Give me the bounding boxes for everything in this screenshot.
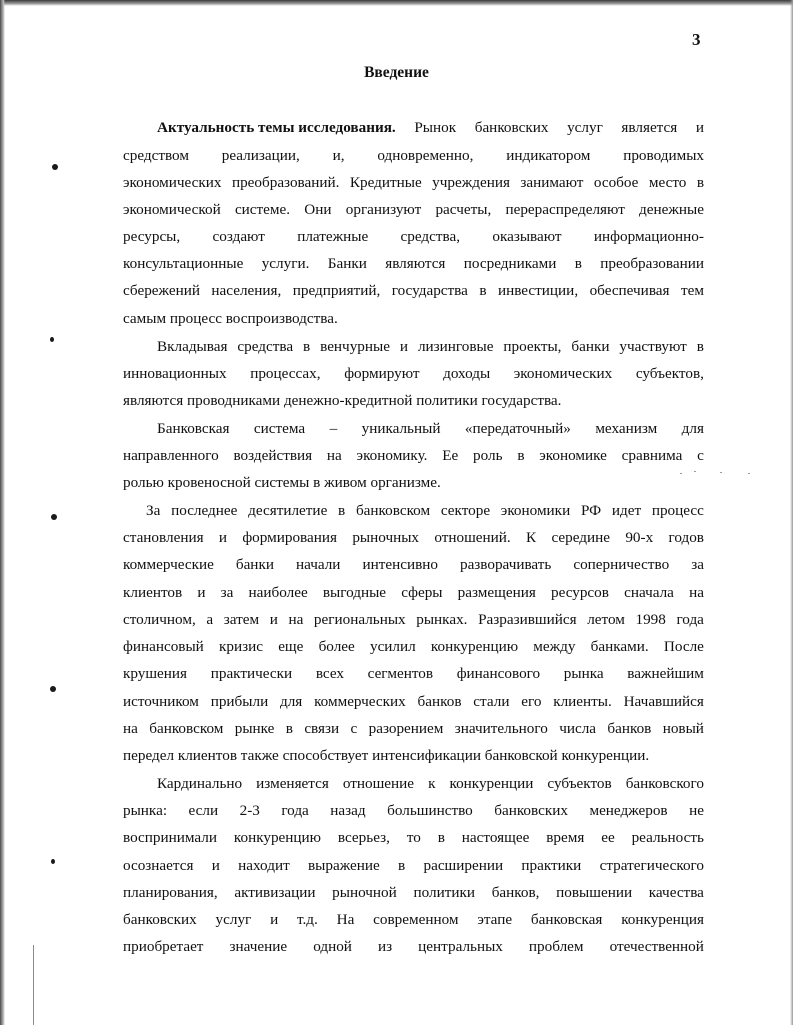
text-line: планирования, активизации рыночной политики банков, повышении качества	[123, 884, 704, 901]
text-line: Вкладывая средства в венчурные и лизинговые проекты, банки участвуют в	[157, 338, 704, 355]
text-line: коммерческие банки начали интенсивно разворачивать соперничество за	[123, 556, 704, 573]
margin-line	[33, 945, 34, 1025]
text-line: источником прибыли для коммерческих банков стали его клиенты. Начавшийся	[123, 693, 704, 710]
lead-bold-phrase: Актуальность темы исследования.	[157, 119, 396, 136]
binder-mark	[50, 686, 56, 692]
text-line: Актуальность темы исследования. Рынок банковских услуг является и	[157, 119, 704, 136]
text-line: становления и формирования рыночных отношений. К середине 90-х годов	[123, 529, 704, 546]
text-line: являются проводниками денежно-кредитной политики государства.	[123, 392, 562, 409]
text-line: сбережений населения, предприятий, государства в инвестиции, обеспечивая тем	[123, 282, 704, 299]
page-title: Введение	[364, 64, 429, 81]
binder-mark	[51, 514, 57, 520]
binder-mark	[50, 337, 54, 342]
text-line: ролью кровеносной системы в живом организме.	[123, 474, 441, 491]
text-line: осознается и находит выражение в расширении практики стратегического	[123, 857, 704, 874]
text-line: консультационные услуги. Банки являются посредниками в преобразовании	[123, 255, 704, 272]
text-line: на банковском рынке в связи с разорением значительного числа банков новый	[123, 720, 704, 737]
text-line: передел клиентов также способствует интенсификации банковской конкуренции.	[123, 747, 650, 764]
text-line: направленного воздействия на экономику. Ее роль в экономике сравнима с	[123, 447, 704, 464]
text-line: За последнее десятилетие в банковском секторе экономики РФ идет процесс	[146, 502, 704, 519]
text-line: крушения практически всех сегментов финансового рынка важнейшим	[123, 665, 704, 682]
text-line: Кардинально изменяется отношение к конкуренции субъектов банковского	[157, 775, 704, 792]
text-line: рынка: если 2-3 года назад большинство банковских менеджеров не	[123, 802, 704, 819]
text-line: финансовый кризис еще более усилил конкуренцию между банками. После	[123, 638, 704, 655]
scan-speck	[720, 472, 722, 473]
text-line: приобретает значение одной из центральных проблем отечественной	[123, 938, 704, 955]
text-line: воспринимали конкуренцию всерьез, то в настоящее время ее реальность	[123, 829, 704, 846]
scan-speck	[680, 473, 682, 474]
binder-mark	[51, 859, 55, 864]
scan-edge-left	[0, 0, 5, 1025]
scan-speck	[694, 471, 696, 472]
text-line: клиентов и за наиболее выгодные сферы размещения ресурсов сначала на	[123, 584, 704, 601]
scan-speck	[748, 473, 750, 474]
binder-mark	[52, 164, 58, 170]
text-line: столичном, а затем и на региональных рынках. Разразившийся летом 1998 года	[123, 611, 704, 628]
text-line: средством реализации, и, одновременно, индикатором проводимых	[123, 147, 704, 164]
text-line: инновационных процессах, формируют доходы экономических субъектов,	[123, 365, 704, 382]
scan-edge-top	[0, 0, 793, 6]
page-number: 3	[692, 30, 701, 49]
text-line: экономических преобразований. Кредитные учреждения занимают особое место в	[123, 174, 704, 191]
text-line: ресурсы, создают платежные средства, оказывают информационно-	[123, 228, 704, 245]
text-line: самым процесс воспроизводства.	[123, 310, 338, 327]
text-line: Банковская система – уникальный «передаточный» механизм для	[157, 420, 704, 437]
text-line: экономической системе. Они организуют расчеты, перераспределяют денежные	[123, 201, 704, 218]
text-line: банковских услуг и т.д. На современном этапе банковская конкуренция	[123, 911, 704, 928]
